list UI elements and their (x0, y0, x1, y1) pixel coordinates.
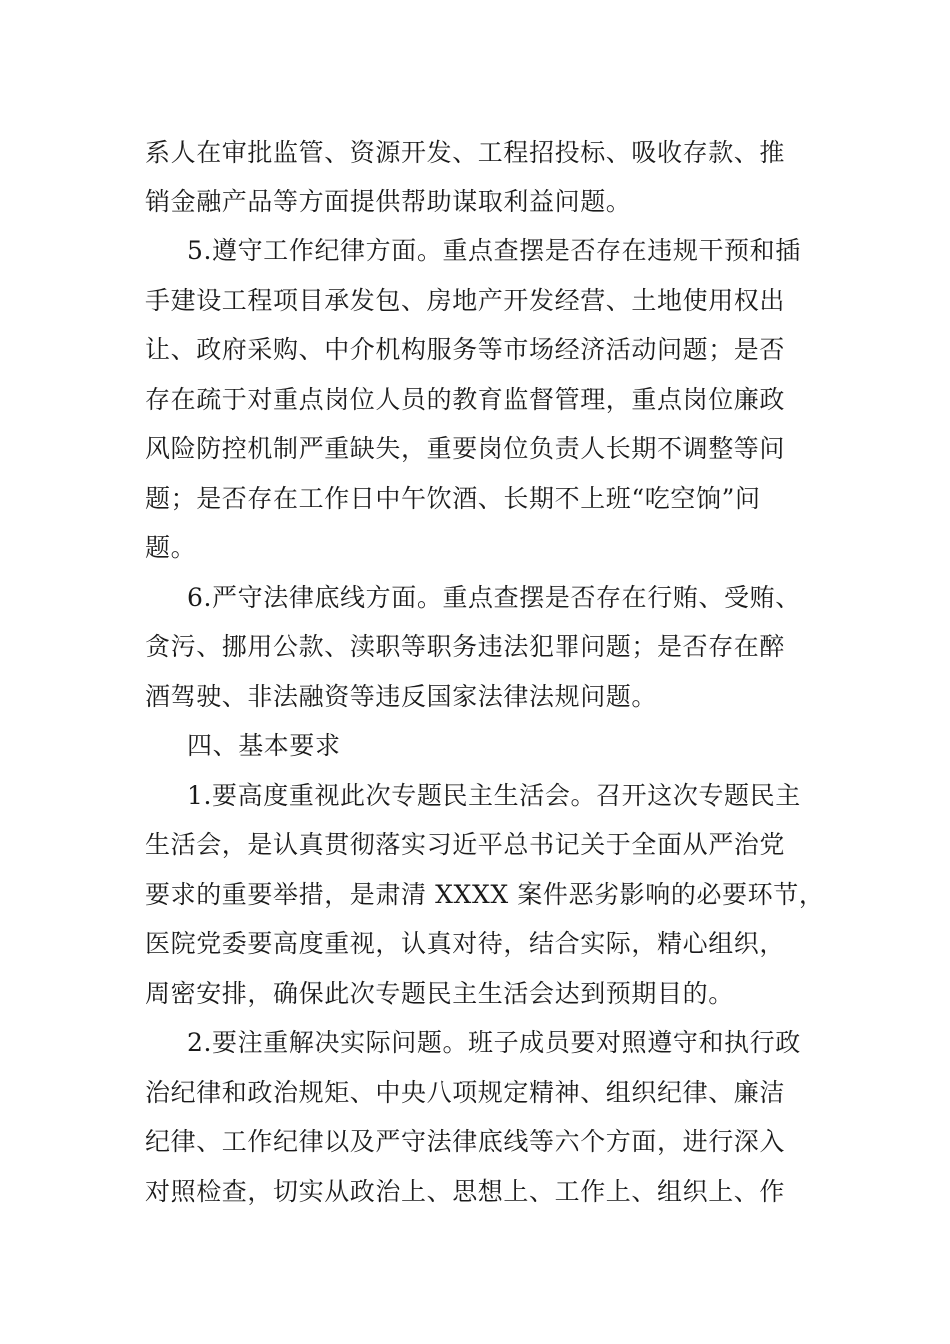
text-line: 存在疏于对重点岗位人员的教育监督管理，重点岗位廉政 (145, 385, 786, 414)
text-line: 系人在审批监管、资源开发、工程招投标、吸收存款、推 (145, 138, 786, 167)
text-line: 手建设工程项目承发包、房地产开发经营、土地使用权出 (145, 286, 786, 315)
text-line: 要求的重要举措，是肃清 XXXX 案件恶劣影响的必要环节， (145, 880, 825, 909)
text-line: 纪律、工作纪律以及严守法律底线等六个方面，进行深入 (145, 1127, 786, 1156)
text-line: 周密安排，确保此次专题民主生活会达到预期目的。 (145, 979, 734, 1008)
text-line: 医院党委要高度重视，认真对待，结合实际，精心组织， (145, 929, 786, 958)
text-line: 对照检查，切实从政治上、思想上、工作上、组织上、作 (145, 1177, 786, 1206)
text-line: 风险防控机制严重缺失，重要岗位负责人长期不调整等问 (145, 434, 786, 463)
text-line: 让、政府采购、中介机构服务等市场经济活动问题；是否 (145, 335, 786, 364)
text-line: 题；是否存在工作日中午饮酒、长期不上班“吃空饷”问 (145, 484, 761, 513)
paragraph-start-6: 6.严守法律底线方面。重点查摆是否存在行贿、受贿、 (187, 583, 801, 612)
text-line: 题。 (145, 533, 197, 562)
text-line: 贪污、挪用公款、渎职等职务违法犯罪问题；是否存在醉 (145, 632, 786, 661)
text-line: 生活会，是认真贯彻落实习近平总书记关于全面从严治党 (145, 830, 786, 859)
text-line: 酒驾驶、非法融资等违反国家法律法规问题。 (145, 682, 658, 711)
paragraph-start-1: 1.要高度重视此次专题民主生活会。召开这次专题民主 (187, 781, 801, 810)
paragraph-start-5: 5.遵守工作纪律方面。重点查摆是否存在违规干预和插 (187, 236, 801, 265)
text-line: 治纪律和政治规矩、中央八项规定精神、组织纪律、廉洁 (145, 1078, 786, 1107)
text-line: 销金融产品等方面提供帮助谋取利益问题。 (145, 187, 632, 216)
paragraph-start-2: 2.要注重解决实际问题。班子成员要对照遵守和执行政 (187, 1028, 801, 1057)
section-heading: 四、基本要求 (187, 731, 341, 760)
